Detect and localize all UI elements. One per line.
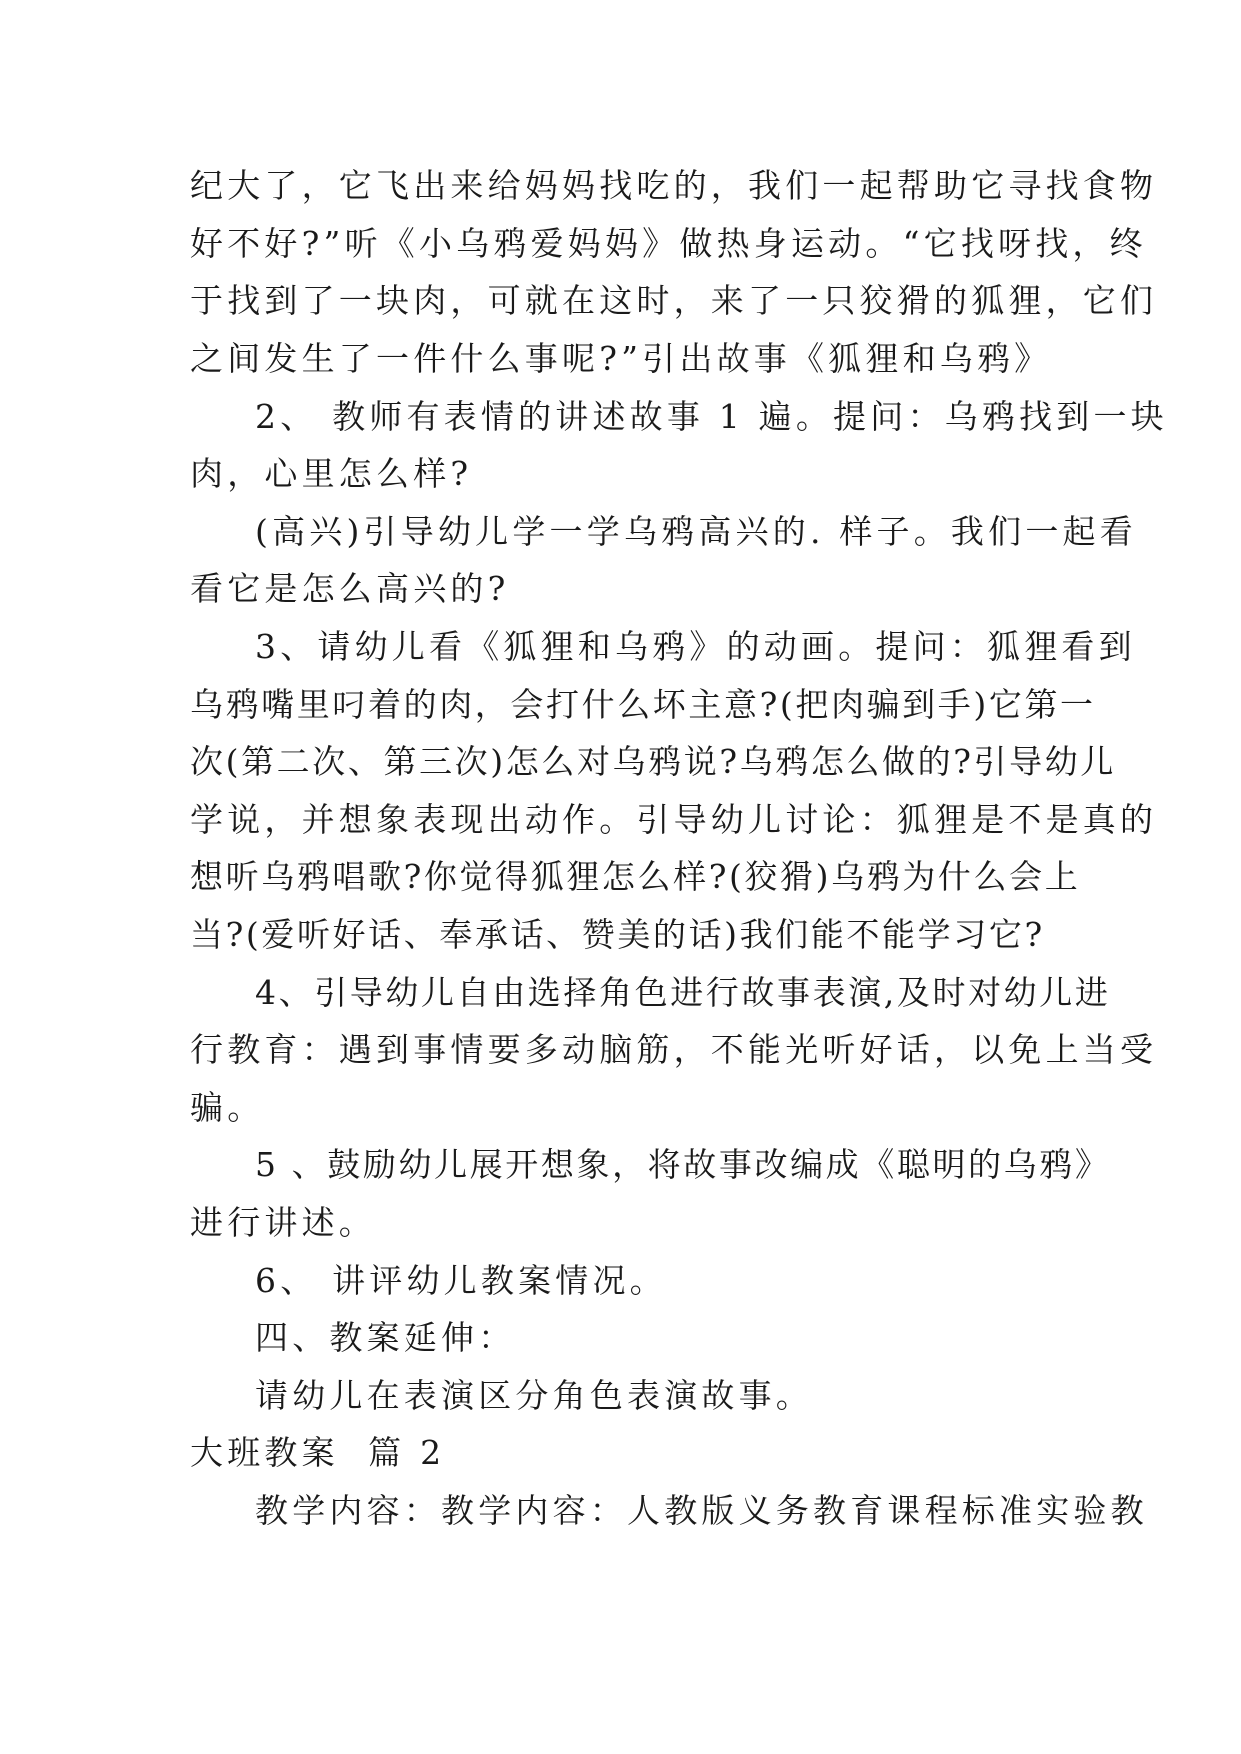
section-heading: 四、教案延伸： (255, 1318, 516, 1357)
paragraph-line: 教学内容：教学内容：人教版义务教育课程标准实验教 (255, 1491, 1148, 1530)
paragraph-line: 肉，心里怎么样? (190, 454, 473, 493)
paragraph-line: 学说，并想象表现出动作。引导幼儿讨论：狐狸是不是真的 (190, 800, 1158, 839)
step-5-line: 5 、鼓励幼儿展开想象，将故事改编成《聪明的乌鸦》 (255, 1145, 1111, 1184)
step-6-line: 6、 讲评幼儿教案情况。 (255, 1261, 667, 1300)
paragraph-line: 好不好?”听《小乌鸦爱妈妈》做热身运动。“它找呀找，终 (190, 224, 1147, 263)
step-3-line: 3、请幼儿看《狐狸和乌鸦》的动画。提问：狐狸看到 (255, 627, 1136, 666)
paragraph-line: 于找到了一块肉，可就在这时，来了一只狡猾的狐狸，它们 (190, 281, 1158, 320)
paragraph-line: 次(第二次、第三次)怎么对乌鸦说?乌鸦怎么做的?引导幼儿 (190, 742, 1116, 781)
paragraph-line: 行教育：遇到事情要多动脑筋，不能光听好话，以免上当受 (190, 1030, 1158, 1069)
paragraph-line: 纪大了，它飞出来给妈妈找吃的，我们一起帮助它寻找食物 (190, 166, 1158, 205)
paragraph-line: (高兴)引导幼儿学一学乌鸦高兴的. 样子。我们一起看 (255, 512, 1137, 551)
paragraph-line: 想听乌鸦唱歌?你觉得狐狸怎么样?(狡猾)乌鸦为什么会上 (190, 857, 1081, 896)
paragraph-line: 之间发生了一件什么事呢?”引出故事《狐狸和乌鸦》 (190, 339, 1052, 378)
paragraph-line: 骗。 (190, 1088, 265, 1127)
paragraph-line: 进行讲述。 (190, 1203, 376, 1242)
paragraph-line: 请幼儿在表演区分角色表演故事。 (255, 1376, 813, 1415)
step-4-line: 4、引导幼儿自由选择角色进行故事表演,及时对幼儿进 (255, 973, 1111, 1012)
lesson-title: 大班教案 篇 2 (190, 1433, 446, 1472)
paragraph-line: 当?(爱听好话、奉承话、赞美的话)我们能不能学习它? (190, 915, 1045, 954)
step-2-line: 2、 教师有表情的讲述故事 1 遍。提问：乌鸦找到一块 (255, 397, 1168, 436)
paragraph-line: 看它是怎么高兴的? (190, 569, 510, 608)
paragraph-line: 乌鸦嘴里叼着的肉，会打什么坏主意?(把肉骗到手)它第一 (190, 685, 1096, 724)
